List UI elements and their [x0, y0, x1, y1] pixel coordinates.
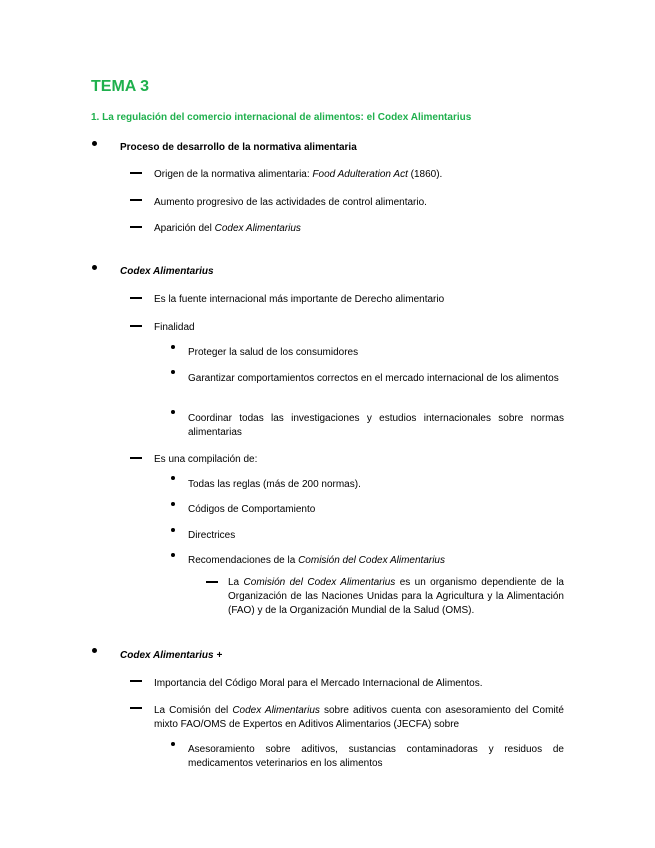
- section-heading: Proceso de desarrollo de la normativa alimentaria: [120, 142, 357, 153]
- list-item: Es una compilación de:: [154, 454, 258, 465]
- list-item: Directrices: [188, 530, 236, 541]
- dash-icon: [130, 707, 142, 709]
- list-item: Es la fuente internacional más importante de Derecho alimentario: [154, 294, 445, 305]
- list-item: Asesoramiento sobre aditivos, sustancias contaminadoras y residuos de medicamentos veterinarios en los alimentos: [188, 744, 564, 769]
- list-item: Recomendaciones de la Comisión del Codex Alimentarius: [188, 555, 445, 566]
- section-heading: Codex Alimentarius +: [120, 650, 223, 661]
- list-item: Importancia del Código Moral para el Mercado Internacional de Alimentos.: [154, 678, 483, 689]
- dash-icon: [206, 581, 218, 583]
- bullet-icon: [92, 648, 97, 653]
- bullet-icon: [171, 345, 175, 349]
- bullet-icon: [171, 528, 175, 532]
- dash-icon: [130, 325, 142, 327]
- dash-icon: [130, 226, 142, 228]
- dash-icon: [130, 680, 142, 682]
- bullet-icon: [171, 553, 175, 557]
- list-item: Todas las reglas (más de 200 normas).: [188, 479, 361, 490]
- list-item: Aparición del Codex Alimentarius: [154, 223, 301, 234]
- dash-icon: [130, 457, 142, 459]
- section-heading: Codex Alimentarius: [120, 266, 214, 277]
- dash-icon: [130, 199, 142, 201]
- list-item: Garantizar comportamientos correctos en el mercado internacional de los alimentos: [188, 373, 559, 384]
- list-item: Coordinar todas las investigaciones y estudios internacionales sobre normas alimentarias: [188, 413, 564, 438]
- list-item: Proteger la salud de los consumidores: [188, 347, 359, 358]
- list-item: Finalidad: [154, 322, 195, 333]
- bullet-icon: [171, 476, 175, 480]
- bullet-icon: [171, 370, 175, 374]
- bullet-icon: [171, 502, 175, 506]
- dash-icon: [130, 297, 142, 299]
- section-subtitle: 1. La regulación del comercio internacional de alimentos: el Codex Alimentarius: [91, 112, 472, 123]
- bullet-icon: [171, 742, 175, 746]
- bullet-icon: [171, 410, 175, 414]
- list-item: La Comisión del Codex Alimentarius es un organismo dependiente de la Organización de las Naciones Unidas para la Agricultura y la Alimentación (FAO) y de la Organización Mundial de la Salud (OMS).: [228, 577, 564, 616]
- list-item: Aumento progresivo de las actividades de control alimentario.: [154, 197, 427, 208]
- page-title: TEMA 3: [91, 78, 150, 95]
- list-item: Origen de la normativa alimentaria: Food Adulteration Act (1860).: [154, 169, 443, 180]
- bullet-icon: [92, 265, 97, 270]
- list-item: Códigos de Comportamiento: [188, 504, 316, 515]
- bullet-icon: [92, 141, 97, 146]
- dash-icon: [130, 172, 142, 174]
- list-item: La Comisión del Codex Alimentarius sobre aditivos cuenta con asesoramiento del Comité mixto FAO/OMS de Expertos en Aditivos Alimentarios (JECFA) sobre: [154, 705, 564, 730]
